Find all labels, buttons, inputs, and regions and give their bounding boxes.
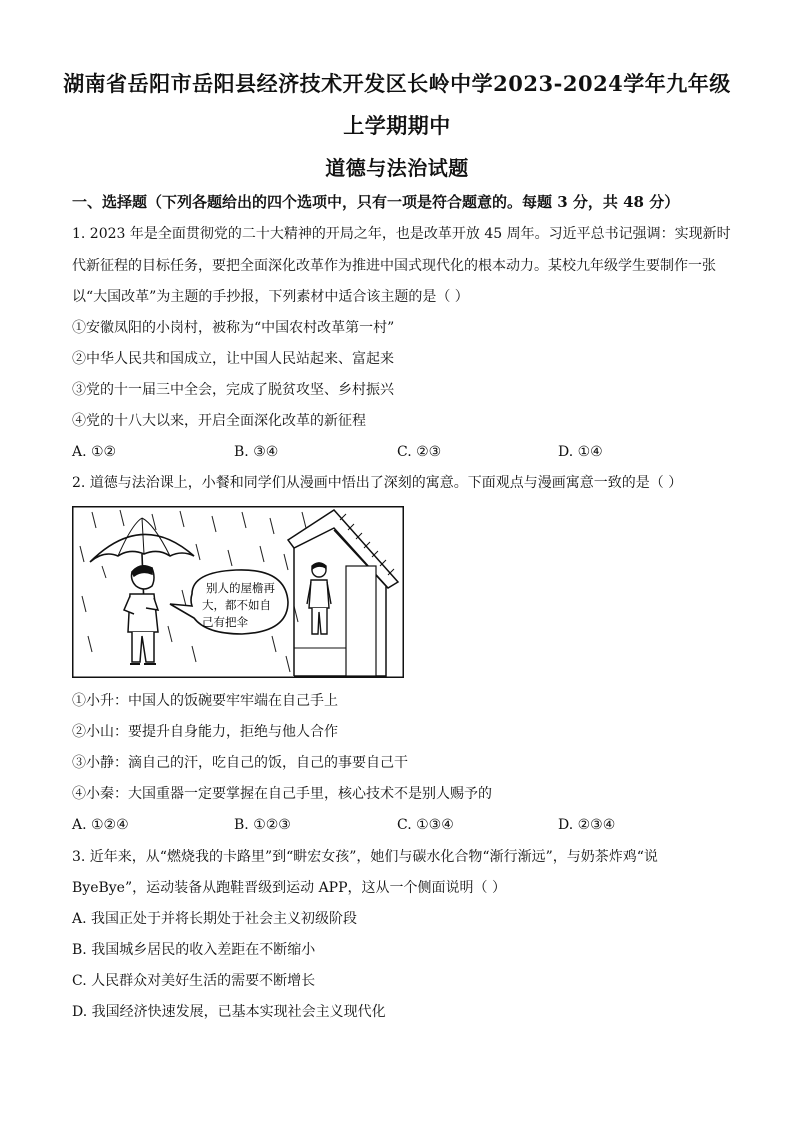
q2-option-a[interactable]: A. ①②④ <box>72 817 129 833</box>
q2-option-d[interactable]: D. ②③④ <box>558 817 616 833</box>
cartoon-illustration <box>72 506 404 678</box>
section-heading: 一、选择题（下列各题给出的四个选项中，只有一项是符合题意的。每题 3 分，共 48 分） <box>72 193 680 211</box>
q2-item-2: ②小山：要提升自身能力，拒绝与他人合作 <box>72 724 338 740</box>
bubble-text-line-1: 别人的屋檐再 <box>206 581 275 595</box>
q3-option-b[interactable]: B. 我国城乡居民的收入差距在不断缩小 <box>72 942 316 958</box>
q1-stem-line-3: 以“大国改革”为主题的手抄报，下列素材中适合该主题的是（ ） <box>72 289 469 305</box>
exam-title-line-2: 上学期期中 <box>343 113 451 138</box>
q2-stem: 2. 道德与法治课上，小餐和同学们从漫画中悟出了深刻的寓意。下面观点与漫画寓意一致的是（ ） <box>72 475 683 491</box>
q1-item-2: ②中华人民共和国成立，让中国人民站起来、富起来 <box>72 351 394 367</box>
exam-subtitle: 道德与法治试题 <box>325 156 469 180</box>
q1-item-4: ④党的十八大以来，开启全面深化改革的新征程 <box>72 413 366 429</box>
bubble-text-line-2: 大，都不如自 <box>202 598 271 612</box>
q3-stem-line-2: ByeBye”，运动装备从跑鞋晋级到运动 APP，这从一个侧面说明（ ） <box>72 880 506 896</box>
q1-option-d[interactable]: D. ①④ <box>558 444 603 460</box>
q1-stem-line-2: 代新征程的目标任务，要把全面深化改革作为推进中国式现代化的根本动力。某校九年级学生要制作一张 <box>72 258 716 274</box>
q1-item-3: ③党的十一届三中全会，完成了脱贫攻坚、乡村振兴 <box>72 382 394 398</box>
q1-item-1: ①安徽凤阳的小岗村，被称为“中国农村改革第一村” <box>72 320 395 336</box>
q1-option-a[interactable]: A. ①② <box>72 444 117 460</box>
q2-item-1: ①小升：中国人的饭碗要牢牢端在自己手上 <box>72 693 338 709</box>
exam-title-line-1: 湖南省岳阳市岳阳县经济技术开发区长岭中学2023-2024学年九年级 <box>63 71 731 96</box>
q1-option-b[interactable]: B. ③④ <box>234 444 279 460</box>
q2-option-b[interactable]: B. ①②③ <box>234 817 291 833</box>
q3-option-d[interactable]: D. 我国经济快速发展，已基本实现社会主义现代化 <box>72 1004 386 1020</box>
q3-option-a[interactable]: A. 我国正处于并将长期处于社会主义初级阶段 <box>72 911 358 927</box>
q3-option-c[interactable]: C. 人民群众对美好生活的需要不断增长 <box>72 973 316 989</box>
q1-stem-line-1: 1. 2023 年是全面贯彻党的二十大精神的开局之年，也是改革开放 45 周年。习近平总书记强调：实现新时 <box>72 226 731 242</box>
q1-option-c[interactable]: C. ②③ <box>397 444 442 460</box>
q3-stem-line-1: 3. 近年来，从“燃烧我的卡路里”到“畊宏女孩”，她们与碳水化合物“渐行渐远”，与奶茶炸鸡“说 <box>72 849 658 865</box>
bubble-text-line-3: 己有把伞 <box>202 615 248 629</box>
q2-item-4: ④小秦：大国重器一定要掌握在自己手里，核心技术不是别人赐予的 <box>72 786 492 802</box>
q2-item-3: ③小静：滴自己的汗，吃自己的饭，自己的事要自己干 <box>72 755 408 771</box>
q2-option-c[interactable]: C. ①③④ <box>397 817 454 833</box>
